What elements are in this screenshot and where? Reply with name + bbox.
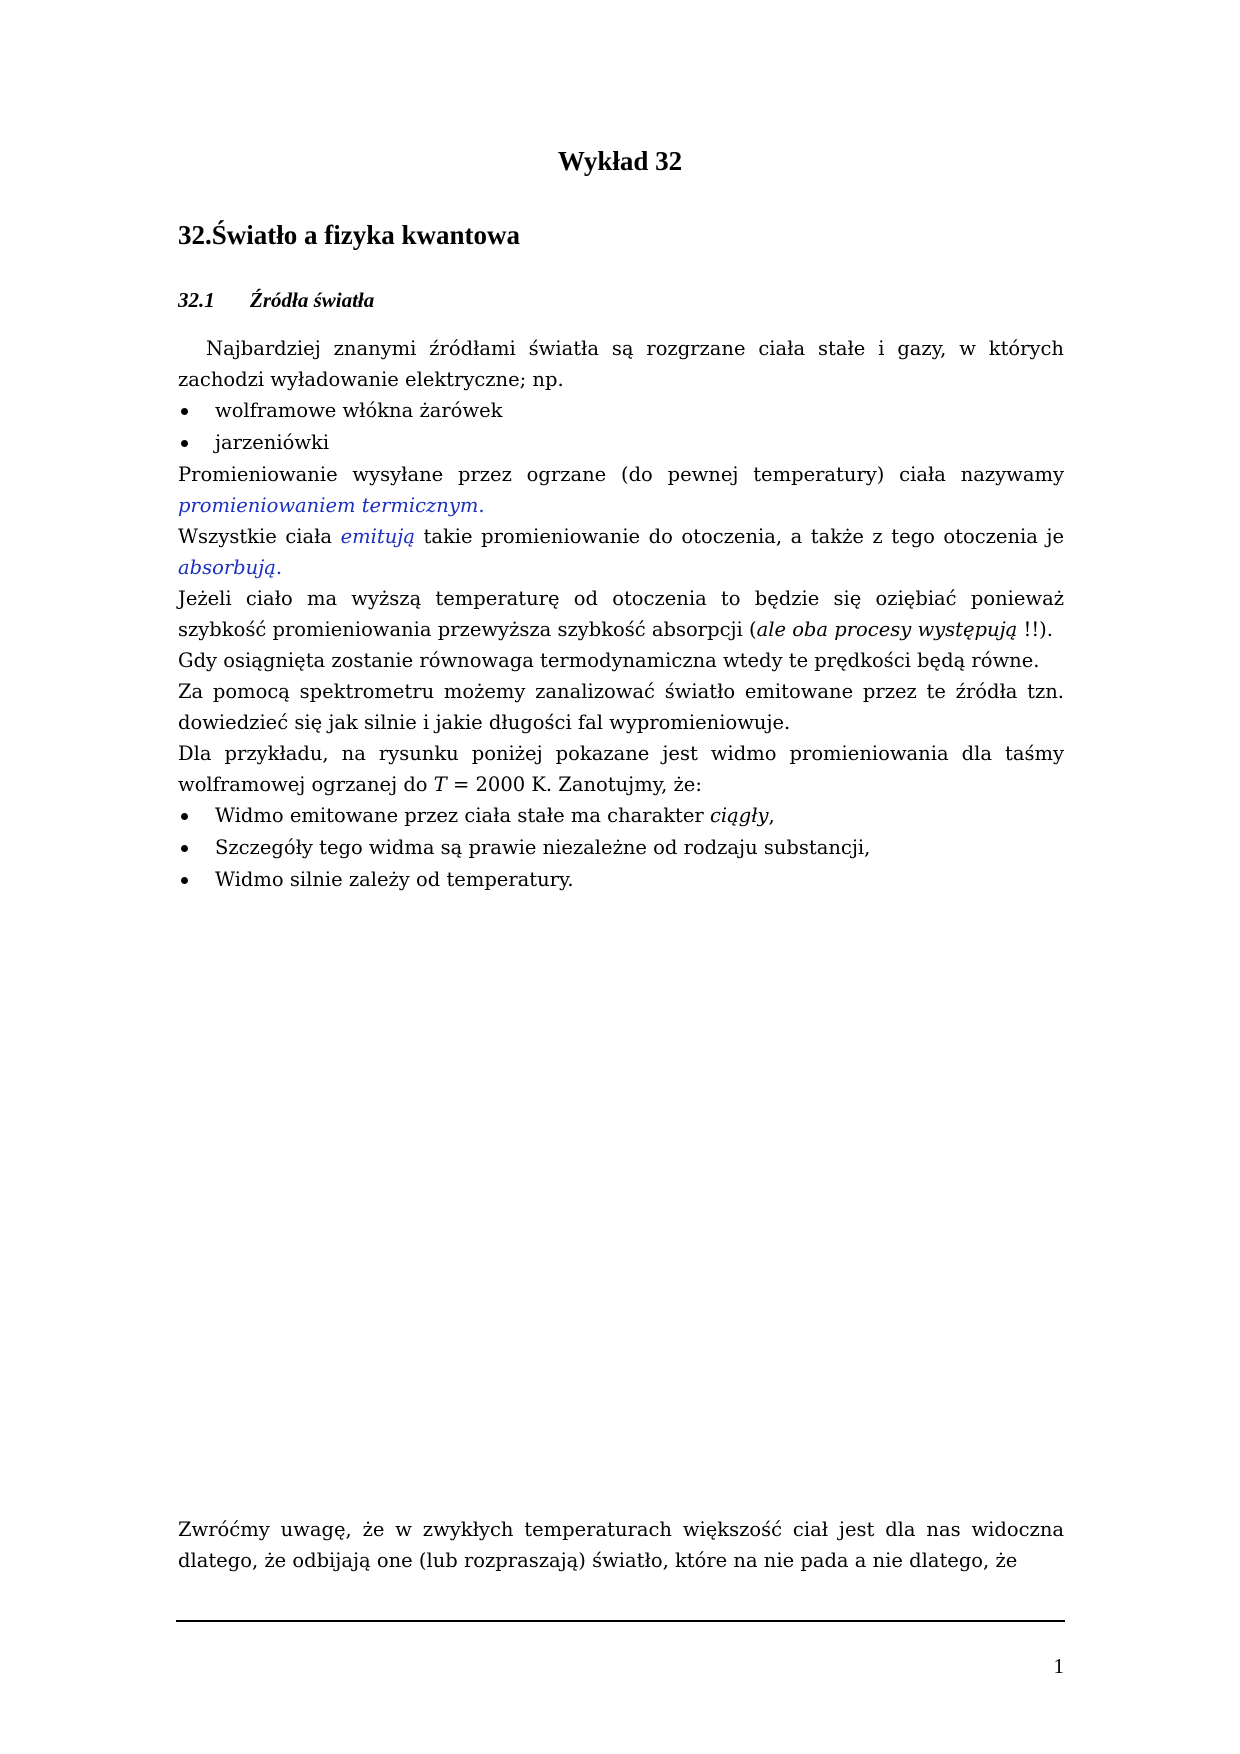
bullet-icon [181, 440, 188, 447]
footer-divider [176, 1620, 1065, 1622]
text-span: Wszystkie ciała [178, 525, 341, 548]
bullet-icon [181, 877, 188, 884]
emphasis-text: ale oba procesy występują [756, 618, 1018, 641]
list-item-text: jarzeniówki [215, 431, 330, 454]
spectrum-properties-list [178, 800, 1064, 896]
page-number: 1 [1053, 1654, 1064, 1678]
text-span: !!). [1017, 618, 1053, 641]
bullet-icon [181, 813, 188, 820]
term-thermal-radiation: promieniowaniem termicznym [178, 494, 479, 517]
text-span: takie promieniowanie do otoczenia, a także z tego otoczenia je [414, 525, 1064, 548]
lecture-title: Wykład 32 [557, 146, 683, 176]
list-item-text: wolframowe włókna żarówek [215, 399, 503, 422]
section-number: 32.1 [178, 288, 215, 312]
list-item [178, 864, 1064, 896]
text-span: Dla przykładu, na rysunku poniżej pokazane jest widmo promieniowania dla taśmy wolframowej ogrzanej do [178, 742, 1064, 796]
term-absorb: absorbują [178, 556, 276, 579]
section-title: Źródła światła [250, 288, 375, 312]
paragraph-spectrometer: Za pomocą spektrometru możemy zanalizować światło emitowane przez te źródła tzn. dowiedzieć się jak silnie i jakie długości fal wypromieniowuje. [178, 680, 1064, 734]
paragraph-cooling [178, 583, 1064, 645]
emphasis-text: ciągły [709, 804, 769, 827]
body-text [178, 333, 1064, 896]
term-emit: emitują [340, 525, 415, 548]
paragraph-equilibrium: Gdy osiągnięta zostanie równowaga termodynamiczna wtedy te prędkości będą równe. [178, 649, 1040, 672]
paragraph-emission [178, 521, 1064, 583]
list-item [178, 832, 1064, 864]
section-heading [178, 288, 374, 313]
paragraph-thermal-radiation [178, 459, 1064, 521]
bullet-icon [181, 408, 188, 415]
chapter-heading: 32.Światło a fizyka kwantowa [178, 220, 521, 250]
variable-T: T [433, 773, 447, 796]
list-item-text: Widmo silnie zależy od temperatury. [215, 868, 574, 891]
text-span: , [768, 804, 775, 827]
text-span: = 2000 K. Zanotujmy, że: [446, 773, 702, 796]
text-span: . [275, 556, 283, 579]
list-item-text: Widmo emitowane przez ciała stałe ma charakter [215, 804, 710, 827]
list-item [178, 800, 1064, 832]
list-item-text: Szczegóły tego widma są prawie niezależne od rodzaju substancji, [215, 836, 871, 859]
text-span: Promieniowanie wysyłane przez ogrzane (do pewnej temperatury) ciała nazywamy [178, 463, 1064, 486]
light-source-list [178, 395, 1064, 459]
bullet-icon [181, 845, 188, 852]
body-text-lower [178, 1514, 1064, 1576]
paragraph-intro: Najbardziej znanymi źródłami światła są rozgrzane ciała stałe i gazy, w których zachodzi wyładowanie elektryczne; np. [178, 337, 1064, 391]
list-item [178, 395, 1064, 427]
paragraph-example [178, 738, 1064, 800]
list-item [178, 427, 1064, 459]
text-span: . [478, 494, 485, 517]
paragraph-visibility: Zwróćmy uwagę, że w zwykłych temperaturach większość ciał jest dla nas widoczna dlatego, że odbijają one (lub rozpraszają) światło, które na nie pada a nie dlatego, że [178, 1518, 1064, 1572]
text-span: Jeżeli ciało ma wyższą temperaturę od otoczenia to będzie się oziębiać ponieważ szybkość promieniowania przewyższa szybkość absorpcji ( [178, 587, 1064, 641]
